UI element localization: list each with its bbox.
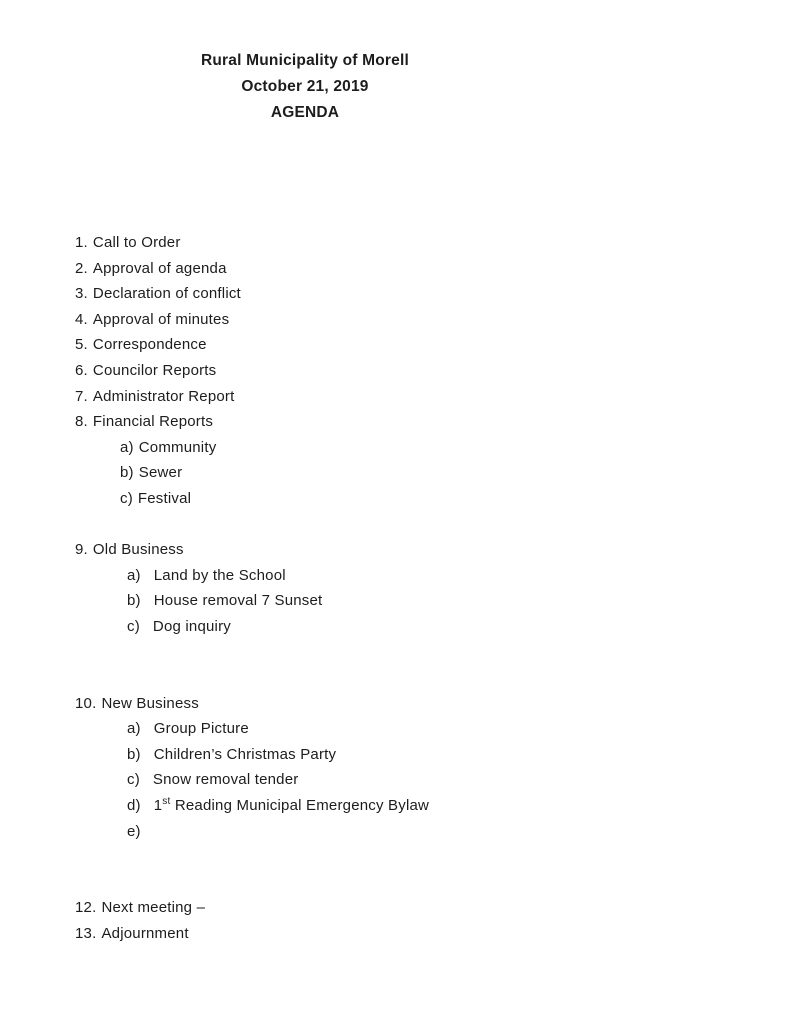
list-item-text: Administrator Report <box>92 387 235 405</box>
list-item-text: Call to Order <box>92 234 181 251</box>
list-item-number: c) <box>127 617 140 635</box>
list-item <box>75 307 791 333</box>
list-item-text: Financial Reports <box>92 413 214 431</box>
list-item <box>75 895 791 921</box>
list-item-text: Approval of agenda <box>92 259 227 277</box>
list-item-text: Councilor Reports <box>92 361 217 379</box>
list-spacer <box>75 640 791 666</box>
list-item-number: a) <box>127 720 141 738</box>
list-item-text: Approval of minutes <box>92 310 230 328</box>
list-item <box>75 384 791 410</box>
list-item <box>120 486 791 512</box>
list-item-text: Sewer <box>138 464 183 482</box>
list-item-text: Festival <box>137 489 192 507</box>
list-item-number: 6. <box>75 361 88 379</box>
list-item-number: b) <box>127 745 141 763</box>
list-item-number: 2. <box>75 259 88 277</box>
list-item-number: a) <box>127 566 141 584</box>
list-item-number: 9. <box>75 541 88 559</box>
list-item-text: New Business <box>101 694 199 712</box>
list-item-number: e) <box>127 822 141 840</box>
list-item <box>75 332 791 358</box>
list-item-text: Dog inquiry <box>152 617 231 635</box>
list-item <box>127 563 791 589</box>
list-item-number: 8. <box>75 413 88 431</box>
list-item-number: 12. <box>75 899 97 917</box>
list-item <box>127 742 791 768</box>
list-item <box>75 409 791 435</box>
list-item <box>75 256 791 282</box>
list-item <box>127 614 791 640</box>
doc-title: Rural Municipality of Morell <box>201 52 409 69</box>
list-item <box>75 358 791 384</box>
list-item-text: Land by the School <box>153 566 286 584</box>
list-item-number: c) <box>120 489 133 507</box>
list-item <box>127 767 791 793</box>
list-item-text: 1st Reading Municipal Emergency Bylaw <box>153 796 430 815</box>
list-item-text: Group Picture <box>153 720 249 738</box>
list-item <box>127 793 791 819</box>
list-item-number: a) <box>120 438 134 456</box>
list-item-number: 7. <box>75 387 88 405</box>
list-spacer <box>75 844 791 870</box>
list-item-number: b) <box>127 592 141 610</box>
list-item-text: Old Business <box>92 541 184 559</box>
list-item-number: c) <box>127 771 140 789</box>
list-item-text: Children’s Christmas Party <box>153 745 337 763</box>
agenda-list <box>75 230 791 947</box>
list-item-number: 13. <box>75 925 97 943</box>
list-item <box>75 281 791 307</box>
list-item <box>127 819 791 845</box>
list-item <box>75 230 791 256</box>
list-item <box>75 921 791 947</box>
document-header <box>0 0 610 126</box>
list-item-number: 10. <box>75 694 97 712</box>
list-item-number: b) <box>120 464 134 482</box>
list-item-text: Declaration of conflict <box>92 285 241 303</box>
list-spacer <box>75 870 791 896</box>
list-item-text: Community <box>138 438 217 456</box>
list-item-number: 1. <box>75 234 88 251</box>
list-item <box>75 691 791 717</box>
list-item-number: 5. <box>75 336 88 354</box>
list-item-text: Snow removal tender <box>152 771 299 789</box>
list-item-text: Adjournment <box>101 925 189 943</box>
list-spacer <box>75 512 791 538</box>
list-item-text: Correspondence <box>92 336 207 354</box>
list-item <box>75 537 791 563</box>
list-item-text: House removal 7 Sunset <box>153 592 323 610</box>
list-spacer <box>75 665 791 691</box>
doc-date: October 21, 2019 <box>241 78 369 95</box>
list-item-number: 4. <box>75 310 88 328</box>
list-item-text: Next meeting – <box>101 899 206 917</box>
list-item-number: 3. <box>75 285 88 303</box>
list-item <box>127 716 791 742</box>
list-item <box>120 460 791 486</box>
list-item <box>127 588 791 614</box>
doc-heading: AGENDA <box>270 104 340 121</box>
list-item <box>120 435 791 461</box>
list-item-number: d) <box>127 797 141 815</box>
